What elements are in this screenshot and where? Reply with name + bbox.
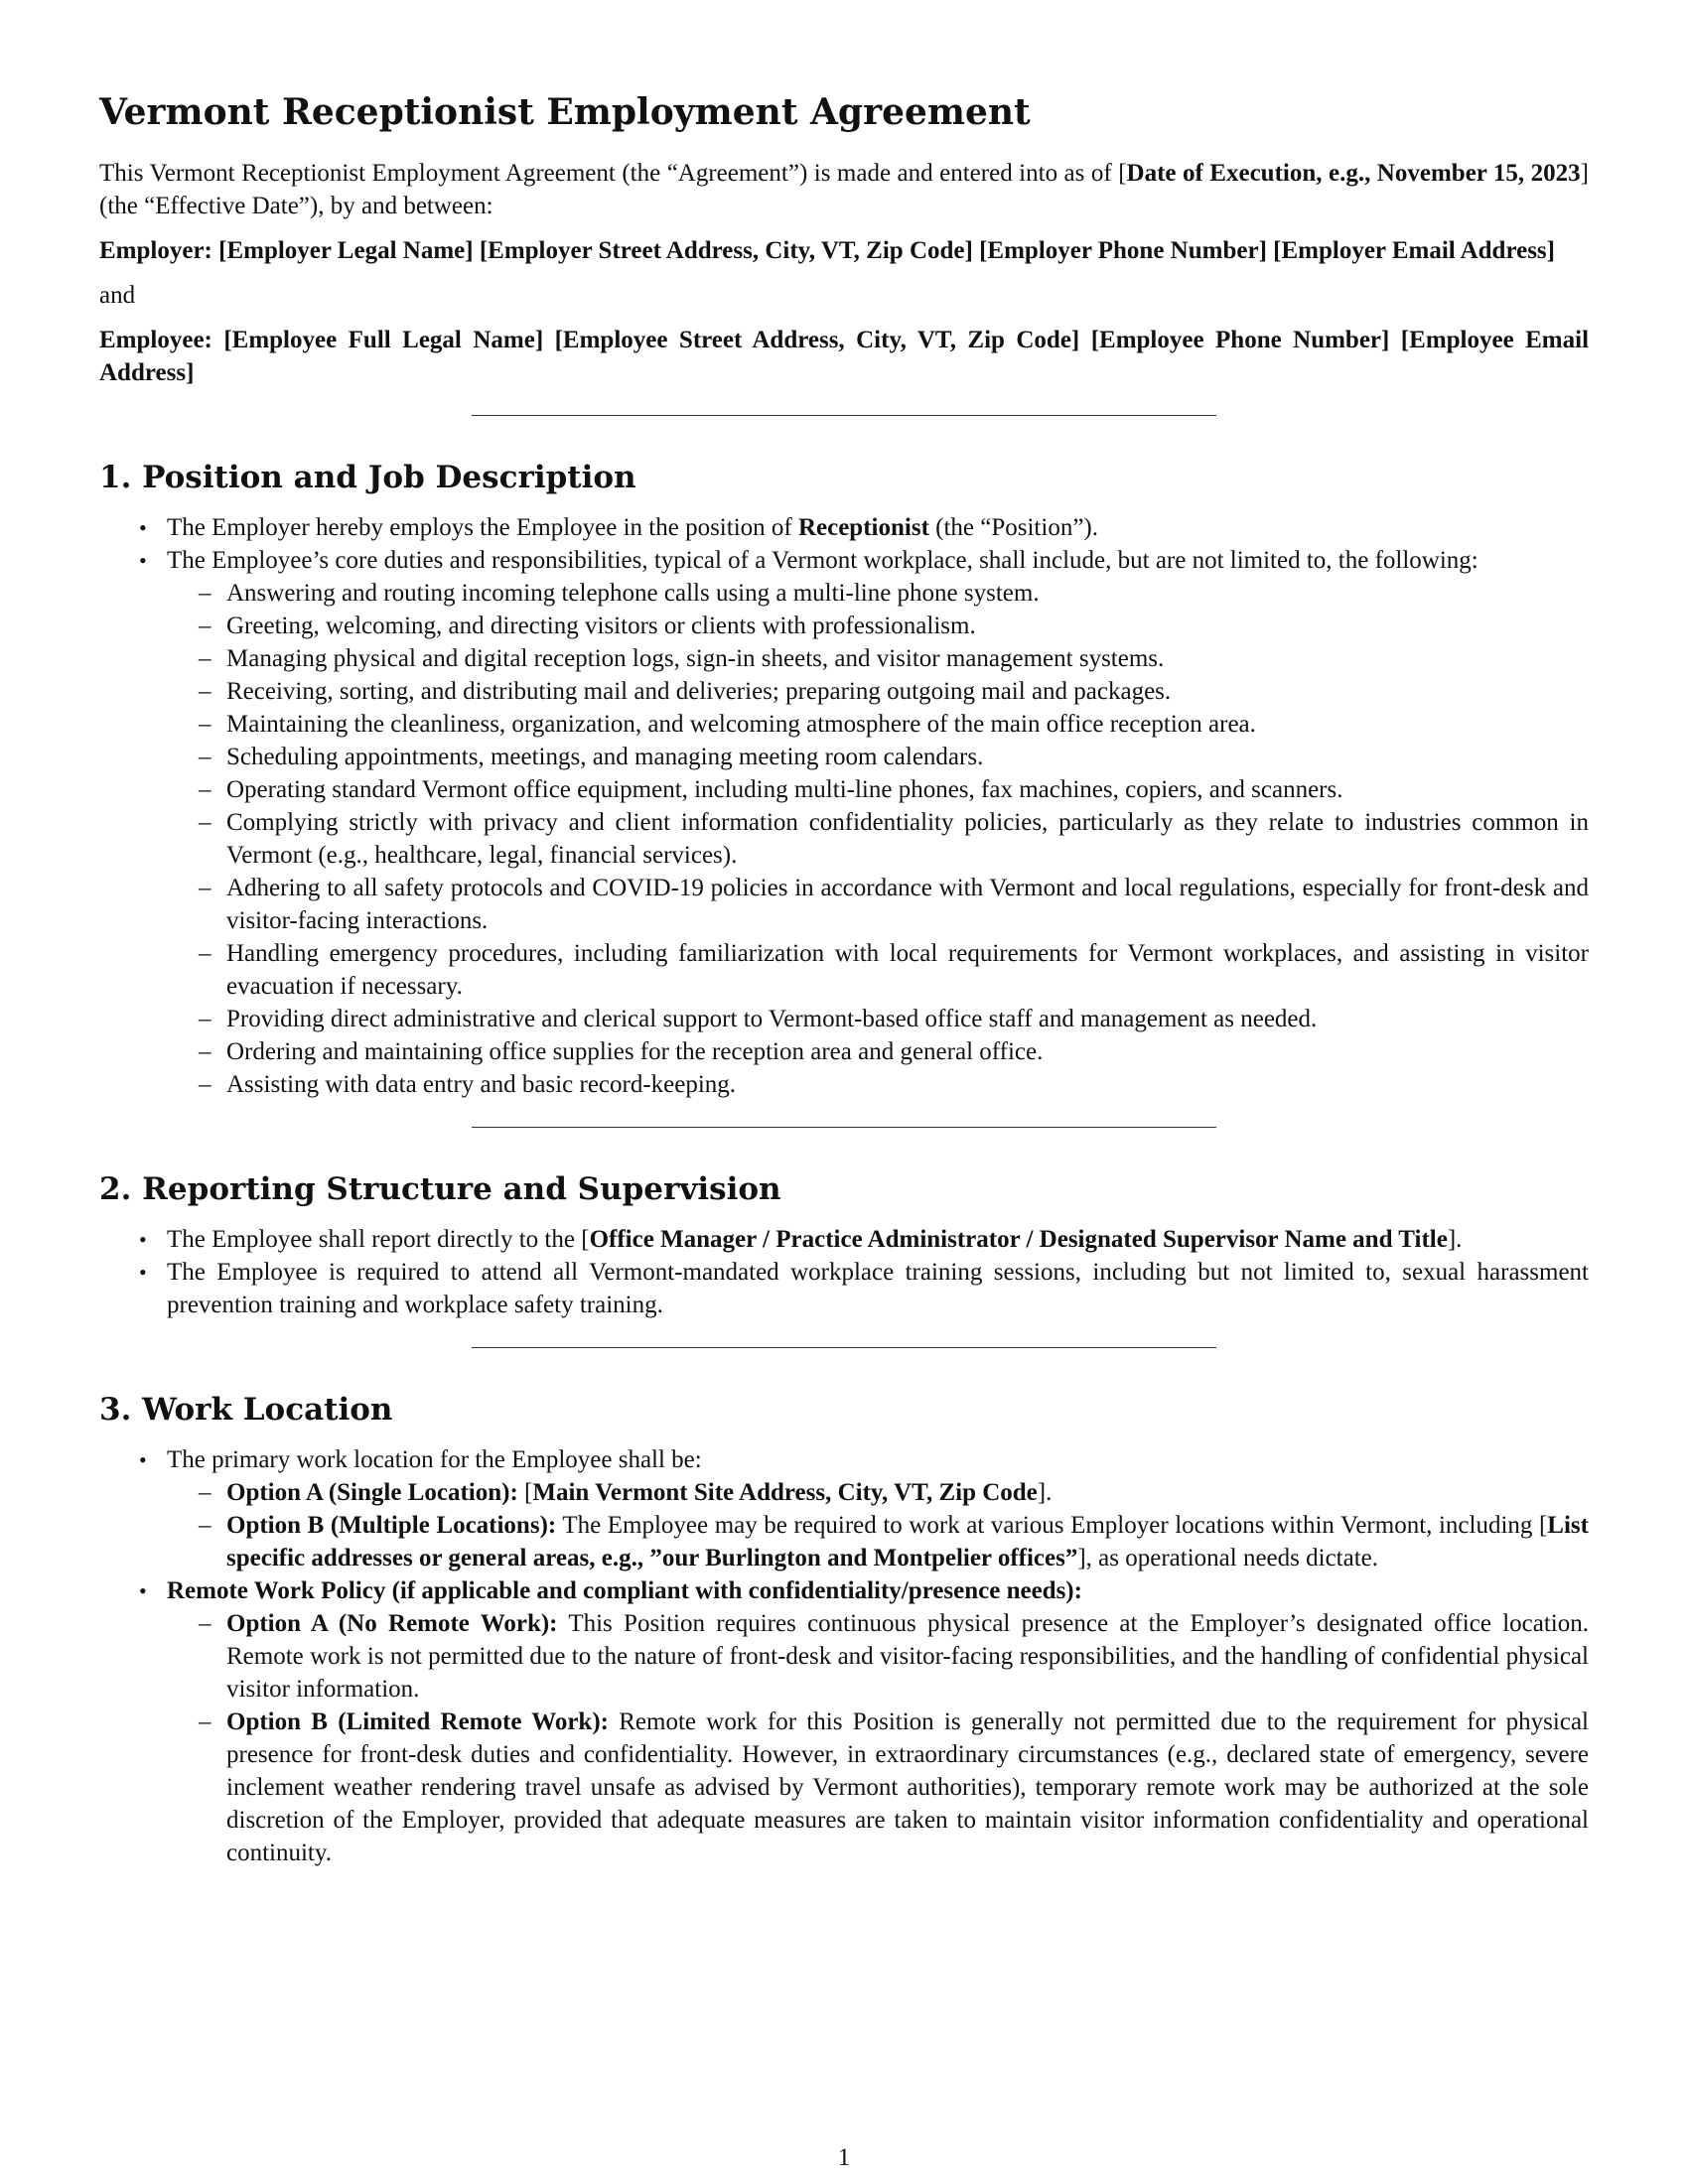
bracket: ] [ (1070, 327, 1100, 353)
duties-list (167, 577, 1589, 1101)
site-address-placeholder: Main Vermont Site Address, City, VT, Zip Code (532, 1479, 1038, 1506)
bracket: ] [ (1381, 327, 1410, 353)
list-text: ]. (1447, 1226, 1463, 1253)
document-page (99, 79, 1589, 1881)
and-text: and (99, 282, 136, 309)
section-divider (472, 1127, 1216, 1128)
section-heading-reporting: 2. Reporting Structure and Supervision (99, 1171, 781, 1207)
list-item (167, 1443, 1589, 1574)
option-label: Option B (Multiple Locations): (226, 1512, 557, 1539)
list-text: The Employee shall report directly to the [ (167, 1226, 590, 1253)
document-title: Vermont Receptionist Employment Agreement (99, 91, 1031, 133)
list-text: The Employer hereby employs the Employee in the position of (167, 514, 798, 541)
location-options (167, 1476, 1589, 1574)
employer-address-placeholder: Employer Street Address, City, VT, Zip Code (488, 237, 965, 264)
duty-item: – Assisting with data entry and basic record-keeping. (226, 1068, 1589, 1101)
duty-item: – Adhering to all safety protocols and COVID-19 policies in accordance with Vermont and local regulations, especially for front-desk and visitor-facing interactions. (226, 872, 1589, 937)
list-text: ], as operational needs dictate. (1077, 1545, 1379, 1571)
bracket: ] [ (465, 237, 489, 264)
list-text: ]. (1037, 1479, 1053, 1506)
list-text: The Employee’s core duties and responsibilities, typical of a Vermont workplace, shall include, but are not limited to, the following: (167, 547, 1478, 574)
duty-item: – Scheduling appointments, meetings, and managing meeting room calendars. (226, 741, 1589, 773)
employee-address-placeholder: Employee Street Address, City, VT, Zip Code (562, 327, 1071, 353)
list-text: [ (517, 1479, 533, 1506)
option-item (226, 1476, 1589, 1509)
list-text: (the “Position”). (928, 514, 1098, 541)
list-item (167, 1223, 1589, 1256)
reporting-list (99, 1223, 1589, 1321)
duty-item: – Managing physical and digital reception logs, sign-in sheets, and visitor management systems. (226, 642, 1589, 675)
intro-text: This Vermont Receptionist Employment Agreement (the “Agreement”) is made and entered into as of [ (99, 160, 1127, 187)
bracket: ] [ (964, 237, 988, 264)
employee-phone-placeholder: Employee Phone Number (1099, 327, 1382, 353)
intro-text-end: ] (the “Effective Date”), by and between: (99, 160, 1589, 219)
duty-item: – Receiving, sorting, and distributing mail and deliveries; preparing outgoing mail and packages. (226, 675, 1589, 708)
option-item (226, 1509, 1589, 1574)
option-label: Option B (Limited Remote Work): (226, 1708, 609, 1735)
remote-policy-heading: Remote Work Policy (if applicable and compliant with confidentiality/presence needs): (167, 1577, 1082, 1604)
list-text: Remote work for this Position is generally not permitted due to the requirement for physical presence for front-desk duties and confidentiality. However, in extraordinary circumstances (e.g., declared state of emergency, severe inclement weather rendering travel unsafe as advised by Vermont authorities), temporary remote work may be authorized at the sole discretion of the Employer, provided that adequate measures are taken to maintain visitor information confidentiality and operational continuity. (226, 1708, 1589, 1866)
intro-paragraph (99, 157, 1589, 222)
list-item (167, 544, 1589, 1101)
employer-name-placeholder: Employer Legal Name (226, 237, 466, 264)
list-item (167, 1574, 1589, 1869)
employee-block (99, 324, 1589, 389)
option-item (226, 1607, 1589, 1706)
list-text: The Employee may be required to work at various Employer locations within Vermont, including [ (556, 1512, 1548, 1539)
duty-item: – Handling emergency procedures, including familiarization with local requirements for Vermont workplaces, and assisting in visitor evacuation if necessary. (226, 937, 1589, 1003)
employer-block (99, 234, 1589, 267)
duty-item: – Providing direct administrative and clerical support to Vermont-based office staff and management as needed. (226, 1003, 1589, 1035)
duty-item: – Ordering and maintaining office supplies for the reception area and general office. (226, 1035, 1589, 1068)
supervisor-placeholder: Office Manager / Practice Administrator / Designated Supervisor Name and Title (589, 1226, 1448, 1253)
employee-label: Employee: (99, 327, 224, 353)
employee-name-placeholder: Employee Full Legal Name (231, 327, 535, 353)
section-divider (472, 415, 1216, 416)
locations-placeholder: List specific addresses or general areas, e.g., ”our Burlington and Montpelier offices” (226, 1512, 1589, 1571)
option-label: Option A (Single Location): (226, 1479, 518, 1506)
employee-email-placeholder: Employee Email Address (99, 327, 1590, 386)
bracket: ] [ (1258, 237, 1282, 264)
bracket: [ (223, 327, 232, 353)
position-title: Receptionist (797, 514, 929, 541)
section-heading-position: 1. Position and Job Description (99, 460, 636, 495)
duty-item: – Answering and routing incoming telephone calls using a multi-line phone system. (226, 577, 1589, 610)
duty-item: – Greeting, welcoming, and directing visitors or clients with professionalism. (226, 610, 1589, 642)
position-list (99, 511, 1589, 1101)
duty-item: – Maintaining the cleanliness, organization, and welcoming atmosphere of the main office reception area. (226, 708, 1589, 741)
execution-date-placeholder: Date of Execution, e.g., November 15, 2023 (1126, 160, 1581, 187)
remote-options (167, 1607, 1589, 1869)
bracket: ] [ (534, 327, 563, 353)
location-list (99, 1443, 1589, 1869)
list-item: • The Employee is required to attend all Vermont-mandated workplace training sessions, including but not limited to, sexual harassment prevention training and workplace safety training. (167, 1256, 1589, 1321)
bracket: ] (1546, 237, 1555, 264)
list-text: The primary work location for the Employee shall be: (167, 1446, 702, 1473)
section-divider (472, 1347, 1216, 1348)
list-item (167, 511, 1589, 544)
duty-item: – Operating standard Vermont office equipment, including multi-line phones, fax machines, copiers, and scanners. (226, 773, 1589, 806)
list-text: This Position requires continuous physical presence at the Employer’s designated office location. Remote work is not permitted due to the nature of front-desk and visitor-facing responsibilities, and the handling of confidential physical visitor information. (226, 1610, 1589, 1703)
employer-label: Employer: (99, 237, 219, 264)
employer-phone-placeholder: Employer Phone Number (987, 237, 1259, 264)
employer-email-placeholder: Employer Email Address (1281, 237, 1547, 264)
duty-item: – Complying strictly with privacy and client information confidentiality policies, particularly as they relate to industries common in Vermont (e.g., healthcare, legal, financial services). (226, 806, 1589, 872)
bracket: ] (186, 359, 195, 386)
page-number: 1 (837, 2144, 851, 2171)
section-heading-location: 3. Work Location (99, 1392, 393, 1428)
bracket: [ (218, 237, 227, 264)
option-label: Option A (No Remote Work): (226, 1610, 558, 1637)
option-item (226, 1706, 1589, 1869)
